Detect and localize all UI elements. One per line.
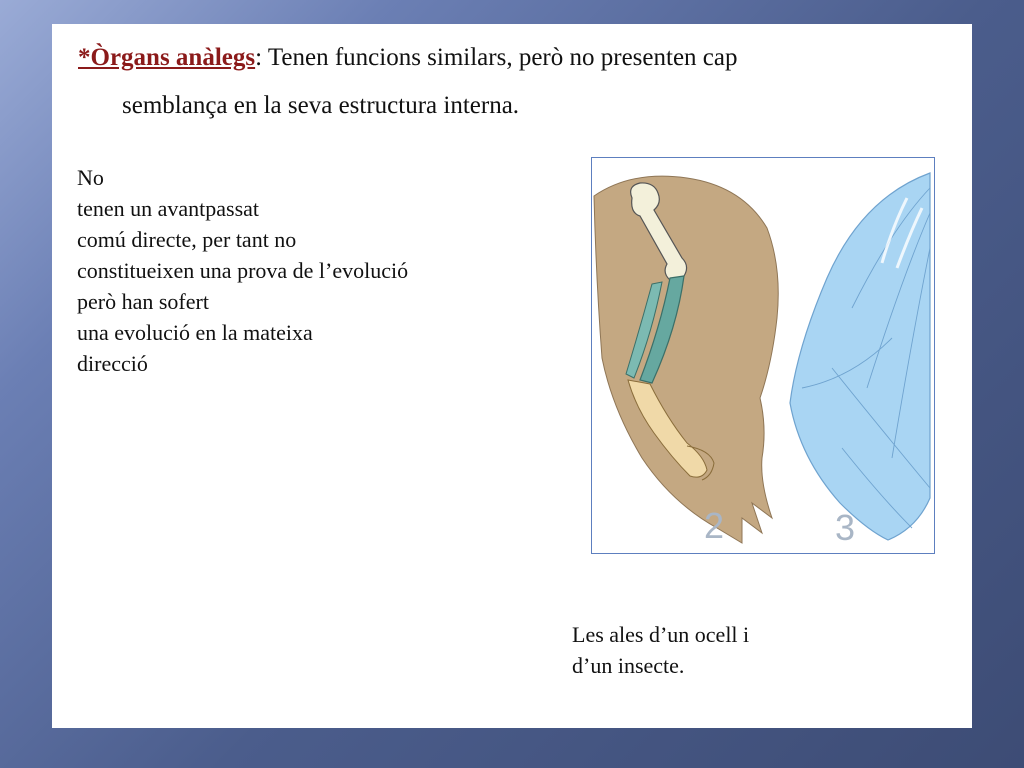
body-line: una evolució en la mateixa — [77, 320, 313, 345]
bird-wing-shape — [594, 176, 778, 543]
body-line: comú directe, per tant no — [77, 227, 297, 252]
title-term: *Òrgans anàlegs — [78, 44, 256, 71]
slide — [52, 24, 972, 728]
slide-title-line2: semblança en la seva estructura interna. — [122, 92, 520, 119]
wings-figure — [591, 157, 935, 554]
body-line: constitueixen una prova de l’evolució — [77, 258, 409, 283]
caption-line: Les ales d’un ocell i — [572, 622, 750, 647]
title-rest: : Tenen funcions similars, però no presenten cap — [255, 44, 738, 71]
bird-wing-label: 2 — [704, 505, 725, 546]
body-line: però han sofert — [77, 289, 209, 314]
caption-line: d’un insecte. — [572, 653, 685, 678]
body-text — [77, 162, 408, 379]
figure-caption — [572, 619, 749, 681]
insect-wing-label: 3 — [835, 507, 856, 548]
insect-wing-shape — [790, 173, 930, 540]
body-line: No — [77, 165, 104, 190]
slide-title-line1 — [78, 44, 737, 72]
body-line: tenen un avantpassat — [77, 196, 260, 221]
wings-illustration — [592, 158, 934, 553]
body-line: direcció — [77, 351, 148, 376]
